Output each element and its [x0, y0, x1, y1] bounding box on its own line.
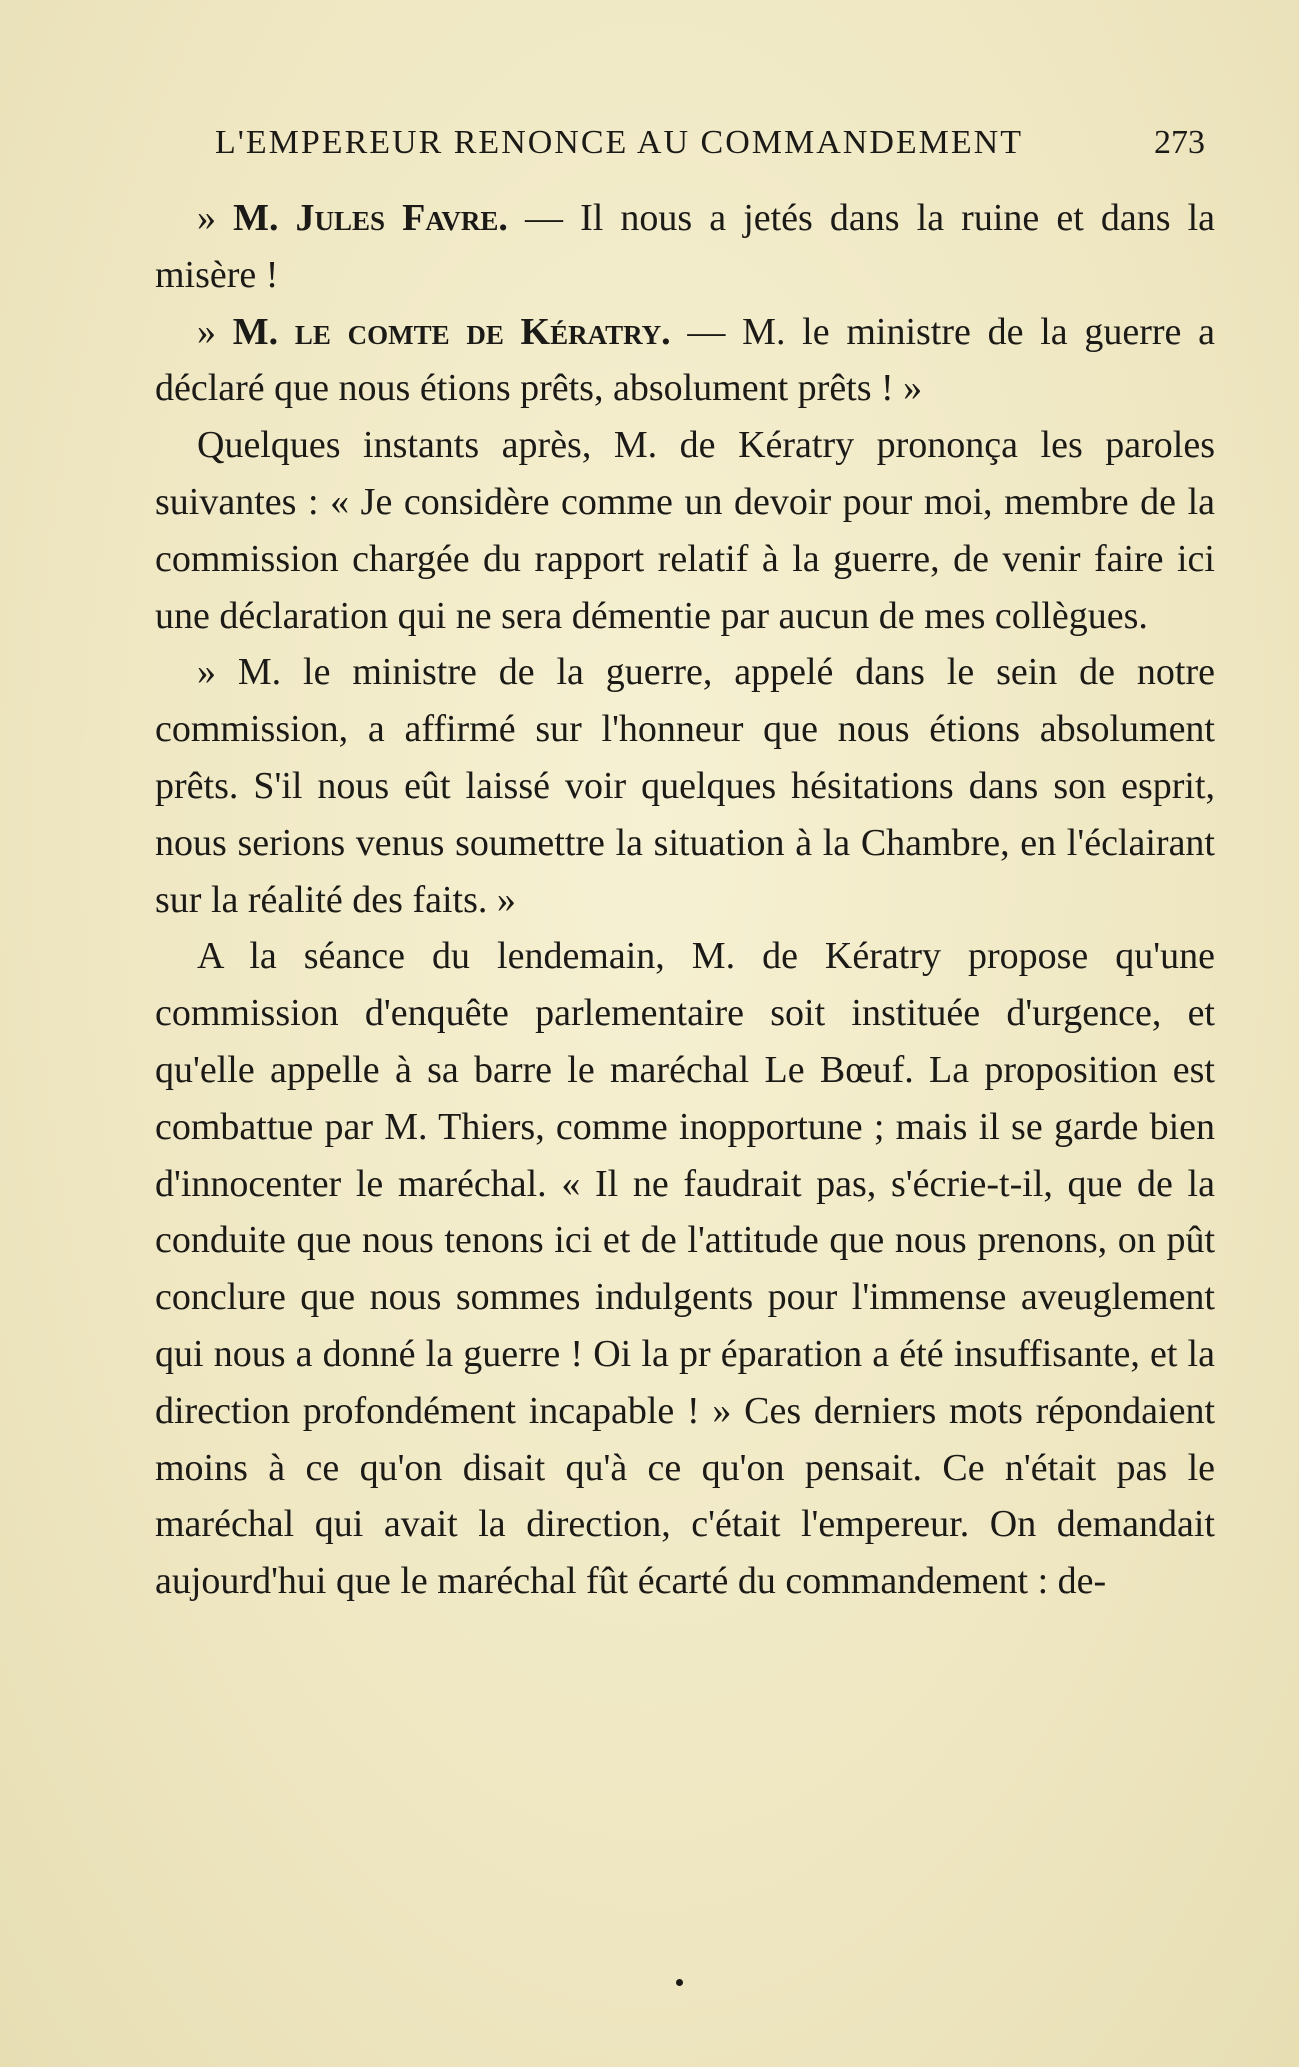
paragraph-text-2: — M. le ministre de la guerre a déclaré que nous étions prêts, absolument prêts ! » [155, 310, 1216, 410]
paragraph-4 [155, 644, 1215, 928]
paragraph-text-5: A la séance du lendemain, M. de Kératry propose qu'une commission d'enquête parlementaire soit instituée d'urgence, et qu'elle appelle à sa barre le maréchal Le Bœuf. La proposition est combattue par M. Thiers, comme inopportune ; mais il se garde bien d'innocenter le maréchal. « Il ne faudrait pas, s'écrie-t-il, que de la conduite que nous tenons ici et de l'attitude que nous prenons, on pût conclure que nous sommes indulgents pour l'immense aveuglement qui nous a donné la guerre ! Oi la pr éparation a été insuffisante, et la direction profondément incapable ! » Ces derniers mots répondaient moins à ce qu'on disait qu'à ce qu'on pensait. Ce n'était pas le maréchal qui avait la direction, c'était l'empereur. On demandait aujourd'hui que le maréchal fût écarté du commandement : de- [155, 935, 1215, 1603]
running-title: L'EMPEREUR RENONCE AU COMMANDEMENT [215, 124, 1023, 161]
speaker-name-2: M. le comte de Kératry. [232, 310, 671, 353]
paragraph-text-1: — Il nous a jetés dans la ruine et dans la misère ! [155, 197, 1216, 296]
body-text [155, 190, 1215, 1610]
page-number: 273 [1154, 124, 1205, 161]
paragraph-1 [155, 190, 1215, 304]
paragraph-2 [155, 304, 1215, 418]
paragraph-3 [155, 417, 1215, 644]
paragraph-text-4: » M. le ministre de la guerre, appelé dans le sein de notre commission, a affirmé sur l'honneur que nous étions absolument prêts. S'il nous eût laissé voir quelques hésitations dans son esprit, nous serions venus soumettre la situation à la Chambre, en l'éclairant sur la réalité des faits. » [155, 651, 1215, 921]
paragraph-text-3: Quelques instants après, M. de Kératry prononça les paroles suivantes : « Je considère comme un devoir pour moi, membre de la commission chargée du rapport relatif à la guerre, de venir faire ici une déclaration qui ne sera démentie par aucun de mes collègues. [155, 424, 1215, 637]
ink-speck [676, 1979, 683, 1986]
speaker-name-1: M. Jules Favre. [233, 197, 508, 239]
running-head [215, 118, 1205, 168]
paragraph-5 [155, 928, 1215, 1610]
quote-lead-1: » [197, 197, 234, 239]
quote-lead-2: » [197, 310, 233, 353]
